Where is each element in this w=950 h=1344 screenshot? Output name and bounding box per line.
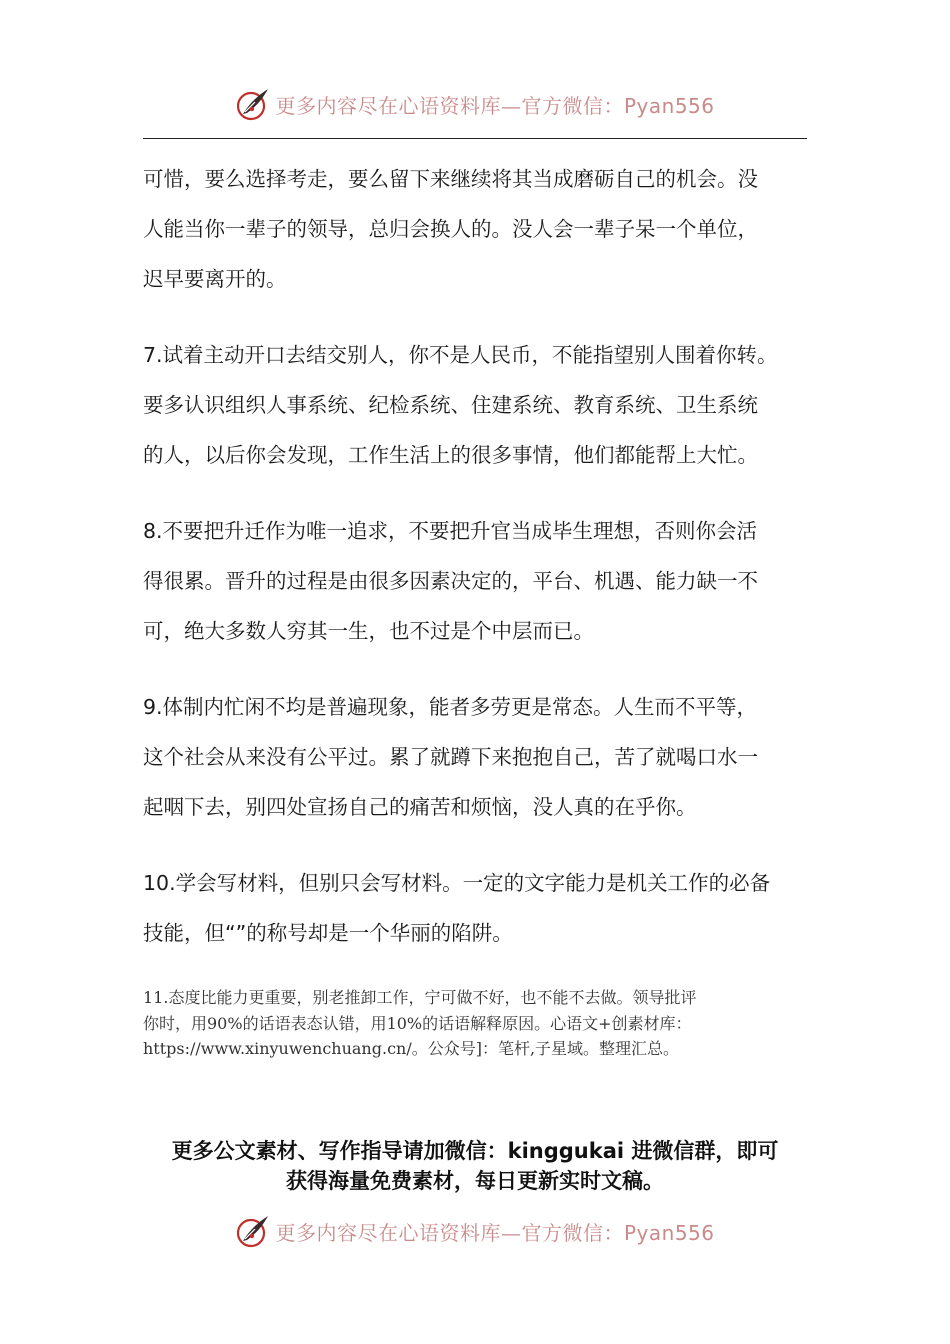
paragraph-line: 起咽下去，别四处宣扬自己的痛苦和烦恼，没人真的在乎你。 <box>143 795 697 819</box>
paragraph-7 <box>143 330 807 480</box>
paragraph-line: 8.不要把升迁作为唯一追求，不要把升官当成毕生理想，否则你会活 <box>143 519 758 543</box>
paragraph-line: 你时，用90%的话语表态认错，用10%的话语解释原因。心语文+创素材库： <box>143 1013 692 1033</box>
header-banner <box>0 82 950 126</box>
footer-banner <box>0 1209 950 1253</box>
paragraph-line: 可，绝大多数人穷其一生，也不过是个中层而已。 <box>143 619 594 643</box>
paragraph-line: 得很累。晋升的过程是由很多因素决定的，平台、机遇、能力缺一不 <box>143 569 758 593</box>
quill-logo-icon <box>235 1213 271 1249</box>
promo-line: 获得海量免费素材，每日更新实时文稿。 <box>286 1169 664 1193</box>
paragraph-line: 可惜，要么选择考走，要么留下来继续将其当成磨砺自己的机会。没 <box>143 167 758 191</box>
promo-line: 更多公文素材、写作指导请加微信：kinggukai 进微信群，即可 <box>171 1139 779 1163</box>
paragraph-10 <box>143 858 807 958</box>
header-wechat-id: Pyan556 <box>623 93 715 118</box>
paragraph-line: 的人，以后你会发现，工作生活上的很多事情，他们都能帮上大忙。 <box>143 443 758 467</box>
promo-notice <box>0 1136 950 1196</box>
quill-logo-icon <box>235 86 271 122</box>
header-divider <box>143 138 807 139</box>
paragraph-line: 7.试着主动开口去结交别人，你不是人民币，不能指望别人围着你转。 <box>143 343 778 367</box>
paragraph-line: 要多认识组织人事系统、纪检系统、住建系统、教育系统、卫生系统 <box>143 393 758 417</box>
footer-banner-text: 更多内容尽在心语资料库—官方微信： <box>275 1220 624 1245</box>
paragraph-line: 技能，但“”的称号却是一个华丽的陷阱。 <box>143 921 513 945</box>
paragraph-6-continuation <box>143 154 807 304</box>
paragraph-line: 10.学会写材料，但别只会写材料。一定的文字能力是机关工作的必备 <box>143 871 771 895</box>
paragraph-line: 这个社会从来没有公平过。累了就蹲下来抱抱自己，苦了就喝口水一 <box>143 745 758 769</box>
paragraph-line: 11.态度比能力更重要，别老推卸工作，宁可做不好，也不能不去做。领导批评 <box>143 988 697 1007</box>
footer-wechat-id: Pyan556 <box>623 1220 715 1245</box>
paragraph-line: https://www.xinyuwenchuang.cn/。公众号]：笔杆,子星域。整理汇总。 <box>143 1039 680 1058</box>
paragraph-line: 迟早要离开的。 <box>143 267 287 291</box>
header-banner-text: 更多内容尽在心语资料库—官方微信： <box>275 93 624 118</box>
paragraph-line: 9.体制内忙闲不均是普遍现象，能者多劳更是常态。人生而不平等， <box>143 695 758 719</box>
paragraph-line: 人能当你一辈子的领导，总归会换人的。没人会一辈子呆一个单位， <box>143 217 758 241</box>
paragraph-8 <box>143 506 807 656</box>
paragraph-9 <box>143 682 807 832</box>
paragraph-11 <box>143 985 813 1062</box>
